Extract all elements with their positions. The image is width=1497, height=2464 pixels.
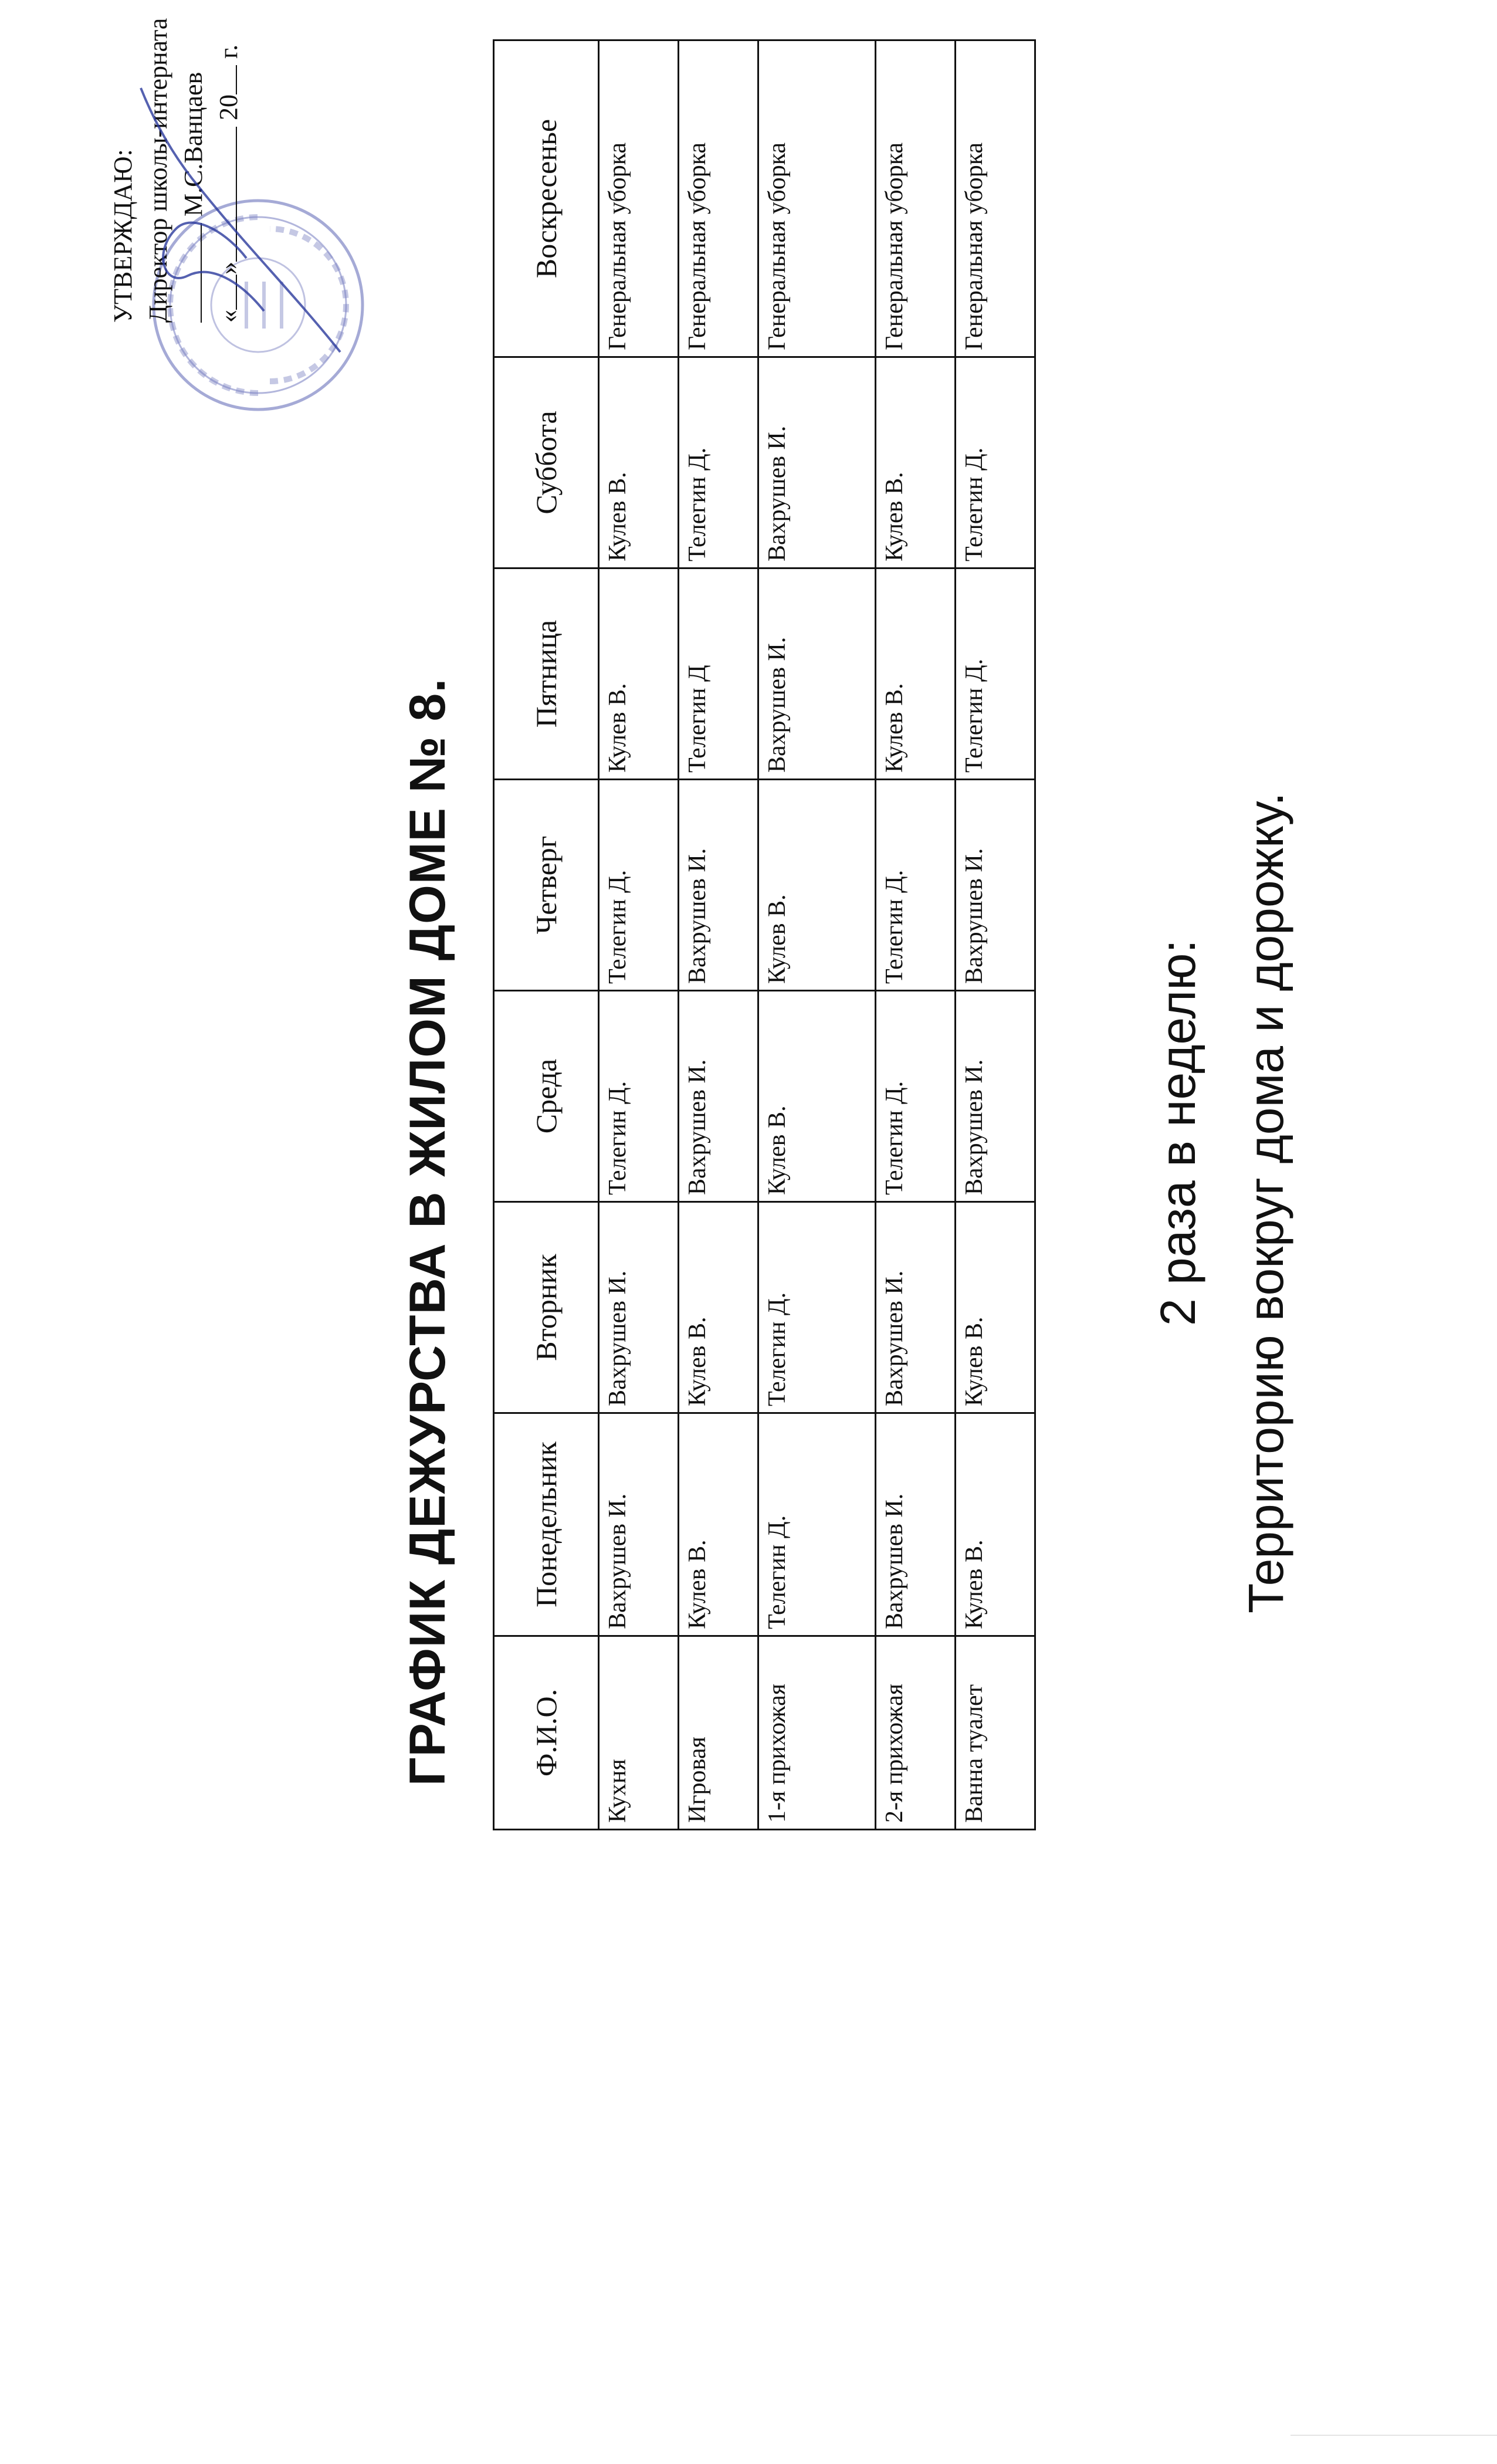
table-header-row [494, 40, 599, 1830]
col-header-wednesday: Среда [494, 991, 599, 1202]
duty-cell: Кулев В. [758, 991, 876, 1202]
col-header-tuesday: Вторник [494, 1202, 599, 1413]
duty-cell: Вахрушев И. [758, 568, 876, 780]
duty-cell: Телегин Д. [599, 991, 679, 1202]
duty-cell: Вахрушев И. [876, 1413, 956, 1636]
duty-cell: Вахрушев И. [679, 780, 758, 991]
duty-cell: Вахрушев И. [758, 357, 876, 568]
frequency-note: 2 раза в неделю: [1150, 939, 1205, 1326]
approval-director-name: М.С.Ванцаев [179, 72, 208, 216]
duty-cell: Вахрушев И. [956, 991, 1035, 1202]
col-header-friday: Пятница [494, 568, 599, 780]
duty-cell: Телегин Д. [876, 991, 956, 1202]
duty-cell: Генеральная уборка [679, 40, 758, 357]
table-row [876, 40, 956, 1830]
duty-cell: Вахрушев И. [956, 780, 1035, 991]
duty-cell: Кулев В. [956, 1413, 1035, 1636]
duty-cell: Телегин Д. [679, 357, 758, 568]
duty-cell: Телегин Д. [956, 357, 1035, 568]
duty-schedule-table [493, 39, 1036, 1830]
duty-cell: Телегин Д. [599, 780, 679, 991]
room-cell: Кухня [599, 1636, 679, 1830]
date-year-prefix: 20 [214, 94, 243, 120]
duty-cell: Кулев В. [758, 780, 876, 991]
room-cell: Игровая [679, 1636, 758, 1830]
date-quote-open: « [214, 310, 243, 323]
scan-edge-left [1291, 2435, 1497, 2436]
duty-cell: Генеральная уборка [956, 40, 1035, 357]
duty-cell: Телегин Д. [956, 568, 1035, 780]
room-cell: Ванна туалет [956, 1636, 1035, 1830]
approval-heading: УТВЕРЖДАЮ: [109, 149, 137, 323]
room-cell: 1-я прихожая [758, 1636, 876, 1830]
duty-cell: Кулев В. [956, 1202, 1035, 1413]
table-row [758, 40, 876, 1830]
duty-cell: Вахрушев И. [599, 1202, 679, 1413]
table-row [599, 40, 679, 1830]
duty-cell: Телегин Д. [758, 1202, 876, 1413]
approval-position: Директор школы-интерната [144, 18, 172, 323]
duty-cell: Генеральная уборка [876, 40, 956, 357]
duty-cell: Кулев В. [599, 357, 679, 568]
duty-cell: Телегин Д. [758, 1413, 876, 1636]
page-title: ГРАФИК ДЕЖУРСТВА В ЖИЛОМ ДОМЕ № 8. [399, 678, 456, 1786]
duty-cell: Вахрушев И. [876, 1202, 956, 1413]
col-header-monday: Понедельник [494, 1413, 599, 1636]
table-row [679, 40, 758, 1830]
duty-cell: Генеральная уборка [599, 40, 679, 357]
col-header-thursday: Четверг [494, 780, 599, 991]
duty-cell: Кулев В. [679, 1413, 758, 1636]
duty-cell: Телегин Д. [876, 780, 956, 991]
room-cell: 2-я прихожая [876, 1636, 956, 1830]
duty-cell: Кулев В. [876, 357, 956, 568]
duty-cell: Генеральная уборка [758, 40, 876, 357]
duty-cell: Вахрушев И. [679, 991, 758, 1202]
duty-cell: Кулев В. [599, 568, 679, 780]
table-row [956, 40, 1035, 1830]
date-year-suffix: г. [214, 44, 243, 59]
duty-cell: Телегин Д [679, 568, 758, 780]
duty-cell: Вахрушев И. [599, 1413, 679, 1636]
territory-note: Территорию вокруг дома и дорожку. [1238, 792, 1293, 1613]
col-header-sunday: Воскресенье [494, 40, 599, 357]
duty-cell: Кулев В. [876, 568, 956, 780]
date-quote-close: » [214, 262, 243, 275]
director-signature [117, 35, 364, 364]
col-header-saturday: Суббота [494, 357, 599, 568]
col-header-name: Ф.И.О. [494, 1636, 599, 1830]
duty-cell: Кулев В. [679, 1202, 758, 1413]
